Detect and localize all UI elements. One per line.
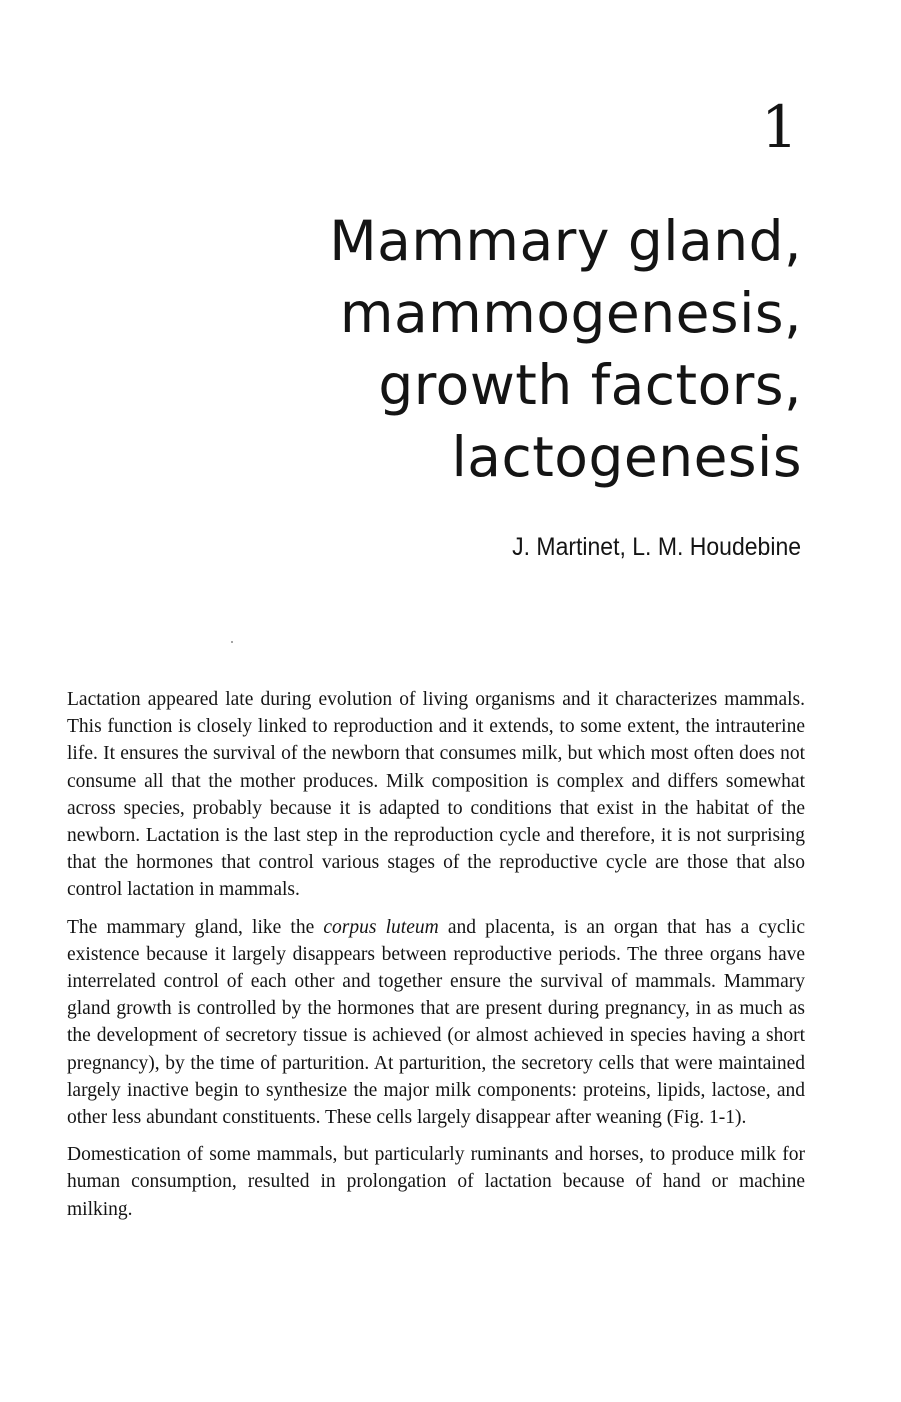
paragraph-text: and placenta, is an organ that has a cyclic existence because it largely disappears between reproductive periods. The three organs have interrelated control of each other and together ensure the survival of mammals. Mammary gland growth is controlled by the hormones that are present during pregnancy, in as much as the development of secretory tissue is achieved (or almost achieved in species having a short pregnancy), by the time of parturition. At parturition, the secretory cells that were maintained largely inactive begin to synthesize the major milk components: proteins, lipids, lactose, and other less abundant constituents. These cells largely disappear after weaning (Fig. 1-1). xyxy=(67,916,805,1129)
paragraph-text: The mammary gland, like the xyxy=(67,916,324,938)
paragraph: Domestication of some mammals, but particularly ruminants and horses, to produce milk for human consumption, resulted in prolongation of lactation because of hand or machine milking. xyxy=(67,1144,805,1220)
paragraph xyxy=(67,914,805,1132)
italic-term: corpus luteum xyxy=(323,916,439,938)
paragraph: Lactation appeared late during evolution of living organisms and it characterizes mammals. This function is closely linked to reproduction and it extends, to some extent, the intrauterine life. It ensures the survival of the newborn that consumes milk, but which most often does not consume all that the mother produces. Milk composition is complex and differs somewhat across species, probably because it is adapted to conditions that exist in the habitat of the newborn. Lactation is the last step in the reproduction cycle and therefore, it is not surprising that the hormones that control various stages of the reproductive cycle are those that also control lactation in mammals. xyxy=(67,689,805,901)
chapter-title-line: mammogenesis, xyxy=(339,281,802,345)
chapter-authors: J. Martinet, L. M. Houdebine xyxy=(512,533,801,561)
chapter-body xyxy=(67,686,805,1233)
print-speck xyxy=(231,641,233,643)
chapter-title-line: Mammary gland, xyxy=(329,209,802,273)
chapter-title xyxy=(329,205,802,493)
chapter-title-line: lactogenesis xyxy=(451,425,802,489)
chapter-title-line: growth factors, xyxy=(378,353,802,417)
chapter-number: 1 xyxy=(761,93,798,161)
